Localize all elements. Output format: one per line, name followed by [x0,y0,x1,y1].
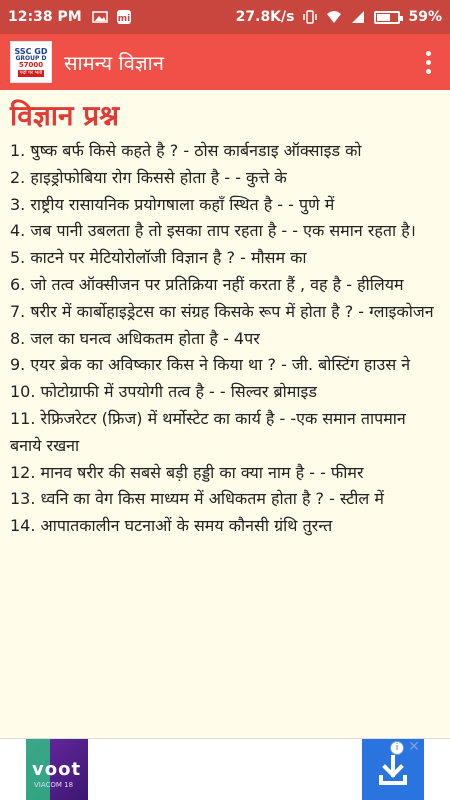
content-area[interactable] [0,90,450,738]
question-item: 6. जो तत्व ऑक्सीजन पर प्रतिक्रिया नहीं करता हैं , वह है - हीलियम [10,274,404,294]
mi-notification-icon [116,9,132,25]
question-item: 7. षरीर में कार्बोहाइड्रेटस का संग्रह किसके रूप में होता है ? - ग्लाइकोजन [10,301,434,321]
question-item: 10. फोटोग्राफी में उपयोगी तत्व है - - सिल्वर ब्रोमाइड [10,382,317,402]
battery-percent: 59% [408,9,442,25]
vibrate-icon [302,9,318,25]
question-list [10,138,442,540]
battery-icon [374,11,400,24]
question-item: 13. ध्वनि का वेग किस माध्यम में अधिकतम होता है ? - स्टील में [10,489,384,509]
logo-line-3: 57000 [18,60,44,69]
svg-text:mi: mi [117,14,130,24]
question-item: 2. हाइड्रोफोबिया रोग किससे होता है - - कुत्ते के [10,167,287,187]
download-icon [376,753,410,787]
adchoices-icon[interactable]: i [390,741,404,755]
ad-body[interactable] [88,739,360,800]
notification-icons [92,9,132,25]
image-notification-icon [92,9,108,25]
ad-brand: voot [32,759,82,780]
status-bar [0,0,450,34]
ad-voot-logo[interactable] [26,739,88,800]
question-item: 4. जब पानी उबलता है तो इसका ताप रहता है - - एक समान रहता है। [10,221,416,241]
question-item: 3. राष्ट्रीय रासायनिक प्रयोगषाला कहाँ स्थित है - - पुणे में [10,194,335,214]
question-item: 1. षुष्क बर्फ किसे कहते है ? - ठोस कार्बनडाइ ऑक्साइड को [10,141,362,160]
ad-brand-sub: VIACOM 18 [34,781,74,789]
signal-icon [350,9,366,25]
question-item: 5. काटने पर मेटियोरोलॉजी विज्ञान है ? - मौसम का [10,248,307,268]
question-item: 12. मानव षरीर की सबसे बड़ी हड्डी का क्या नाम है - - फीमर [10,462,364,482]
app-bar [0,34,450,90]
question-item: 8. जल का घनत्व अधिकतम होता है - 4पर [10,328,260,348]
overflow-menu-icon[interactable] [416,42,440,82]
app-title: सामन्य विज्ञान [64,50,164,75]
wifi-icon [326,9,342,25]
network-speed: 27.8K/s [235,9,295,25]
question-item: 14. आपातकालीन घटनाओं के समय कौनसी ग्रंथि तुरन्त [10,516,333,536]
app-logo [10,41,52,83]
logo-line-4: पदों पर भर्ती [19,69,43,76]
question-item: 9. एयर ब्रेक का अविष्कार किस ने किया था ? - जी. बोस्टिंग हाउस ने [10,355,411,375]
ad-banner[interactable] [0,738,450,800]
ad-close-icon[interactable]: ✕ [408,739,420,755]
logo-line-2: GROUP D [15,54,47,62]
page-heading: विज्ञान प्रश्न [10,99,120,132]
question-item: 11. रेफ्रिजरेटर (फ्रिज) में थर्मोस्टेट का कार्य है - -एक समान तापमान बनाये रखना [10,408,406,455]
status-time: 12:38 PM [8,9,82,25]
logo-line-1: SSC GD [14,46,48,56]
